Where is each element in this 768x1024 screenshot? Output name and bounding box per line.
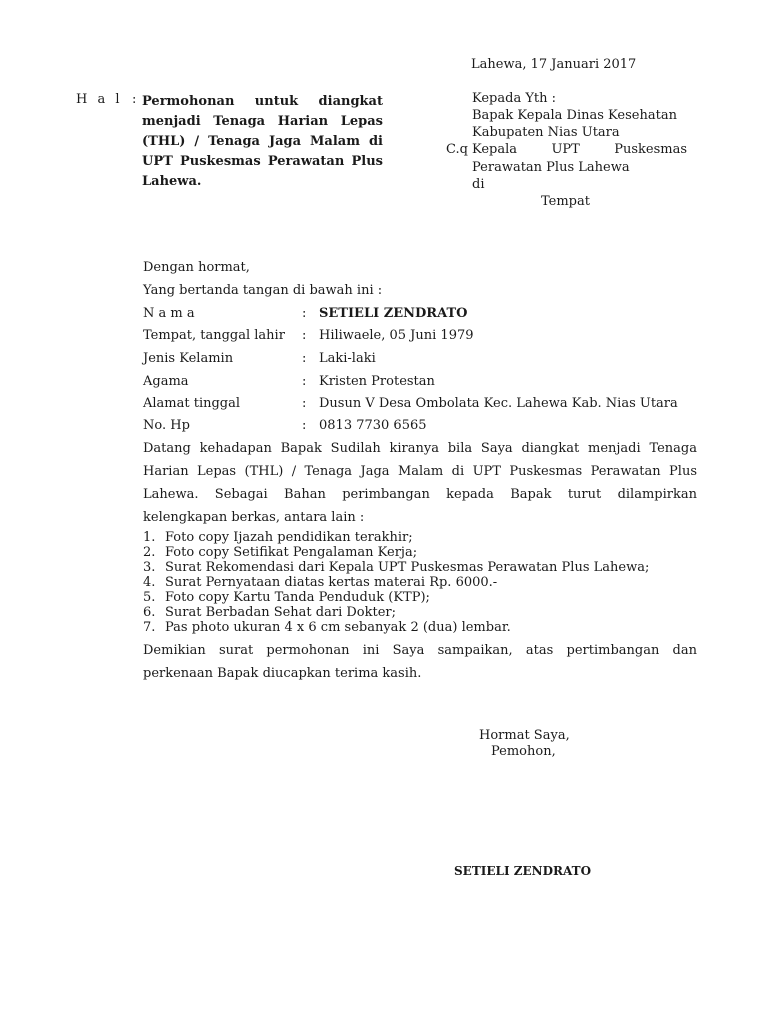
list-item: 2. Foto copy Setifikat Pengalaman Kerja; [143, 545, 418, 560]
opening-salutation: Dengan hormat, [143, 260, 250, 275]
field-label: Tempat, tanggal lahir [143, 328, 285, 343]
list-item: 1. Foto copy Ijazah pendidikan terakhir; [143, 530, 413, 545]
recipient-di: di [472, 177, 485, 192]
field-colon: : [302, 418, 307, 433]
subject-line: Permohonan untuk diangkat [142, 94, 383, 109]
subject-label: H a l [76, 92, 123, 107]
closing-regards: Hormat Saya, [479, 728, 570, 743]
field-label: Alamat tinggal [143, 396, 241, 411]
field-colon: : [302, 306, 307, 321]
field-colon: : [302, 396, 307, 411]
list-item: 7. Pas photo ukuran 4 x 6 cm sebanyak 2 (dua) lembar. [143, 620, 511, 635]
field-label: N a m a [143, 306, 195, 321]
paragraph-line: perkenaan Bapak diucapkan terima kasih. [143, 666, 422, 681]
paragraph-line: Demikian surat permohonan ini Saya sampaikan, atas pertimbangan dan [143, 643, 697, 658]
paragraph-line: Harian Lepas (THL) / Tenaga Jaga Malam di UPT Puskesmas Perawatan Plus [143, 464, 697, 479]
field-value-name: SETIELI ZENDRATO [319, 306, 468, 321]
request-paragraph [143, 437, 697, 529]
recipient-line: Perawatan Plus Lahewa [472, 160, 630, 175]
field-value: Dusun V Desa Ombolata Kec. Lahewa Kab. Nias Utara [319, 396, 678, 411]
subject-line: (THL) / Tenaga Jaga Malam di [142, 134, 383, 149]
paragraph-line: Lahewa. Sebagai Bahan perimbangan kepada Bapak turut dilampirkan [143, 487, 697, 502]
field-value: Laki-laki [319, 351, 376, 366]
field-colon: : [302, 351, 307, 366]
field-value: Kristen Protestan [319, 374, 435, 389]
field-colon: : [302, 328, 307, 343]
list-item: 3. Surat Rekomendasi dari Kepala UPT Puskesmas Perawatan Plus Lahewa; [143, 560, 650, 575]
cq-label: C.q [446, 142, 468, 157]
field-value: 0813 7730 6565 [319, 418, 427, 433]
field-value: Hiliwaele, 05 Juni 1979 [319, 328, 474, 343]
cq-word: Kepala [472, 142, 518, 157]
list-item: 5. Foto copy Kartu Tanda Penduduk (KTP); [143, 590, 430, 605]
subject-text [142, 92, 383, 192]
recipient-cq-row [446, 142, 687, 157]
letter-date: Lahewa, 17 Januari 2017 [471, 57, 637, 72]
list-item: 6. Surat Berbadan Sehat dari Dokter; [143, 605, 397, 620]
intro-line: Yang bertanda tangan di bawah ini : [143, 283, 383, 298]
subject-line: UPT Puskesmas Perawatan Plus [142, 154, 383, 169]
attachment-list [143, 530, 649, 635]
field-label: No. Hp [143, 418, 190, 433]
recipient-place: Tempat [541, 194, 590, 209]
closing-role: Pemohon, [491, 744, 556, 759]
recipient-line: Bapak Kepala Dinas Kesehatan [472, 108, 677, 123]
subject-line: menjadi Tenaga Harian Lepas [142, 114, 383, 129]
paragraph-line: kelengkapan berkas, antara lain : [143, 510, 365, 525]
subject-line: Lahewa. [142, 174, 202, 189]
field-label: Jenis Kelamin [143, 351, 234, 366]
closing-paragraph [143, 639, 697, 685]
recipient-line: Kabupaten Nias Utara [472, 125, 620, 140]
list-item: 4. Surat Pernyataan diatas kertas materai Rp. 6000.- [143, 575, 498, 590]
field-colon: : [302, 374, 307, 389]
cq-word: UPT [551, 142, 580, 157]
subject-colon: : [132, 92, 137, 107]
paragraph-line: Datang kehadapan Bapak Sudilah kiranya bila Saya diangkat menjadi Tenaga [143, 441, 697, 456]
recipient-greeting: Kepada Yth : [472, 91, 557, 106]
field-label: Agama [143, 374, 189, 389]
signer-name: SETIELI ZENDRATO [454, 864, 592, 878]
cq-word: Puskesmas [614, 142, 687, 157]
